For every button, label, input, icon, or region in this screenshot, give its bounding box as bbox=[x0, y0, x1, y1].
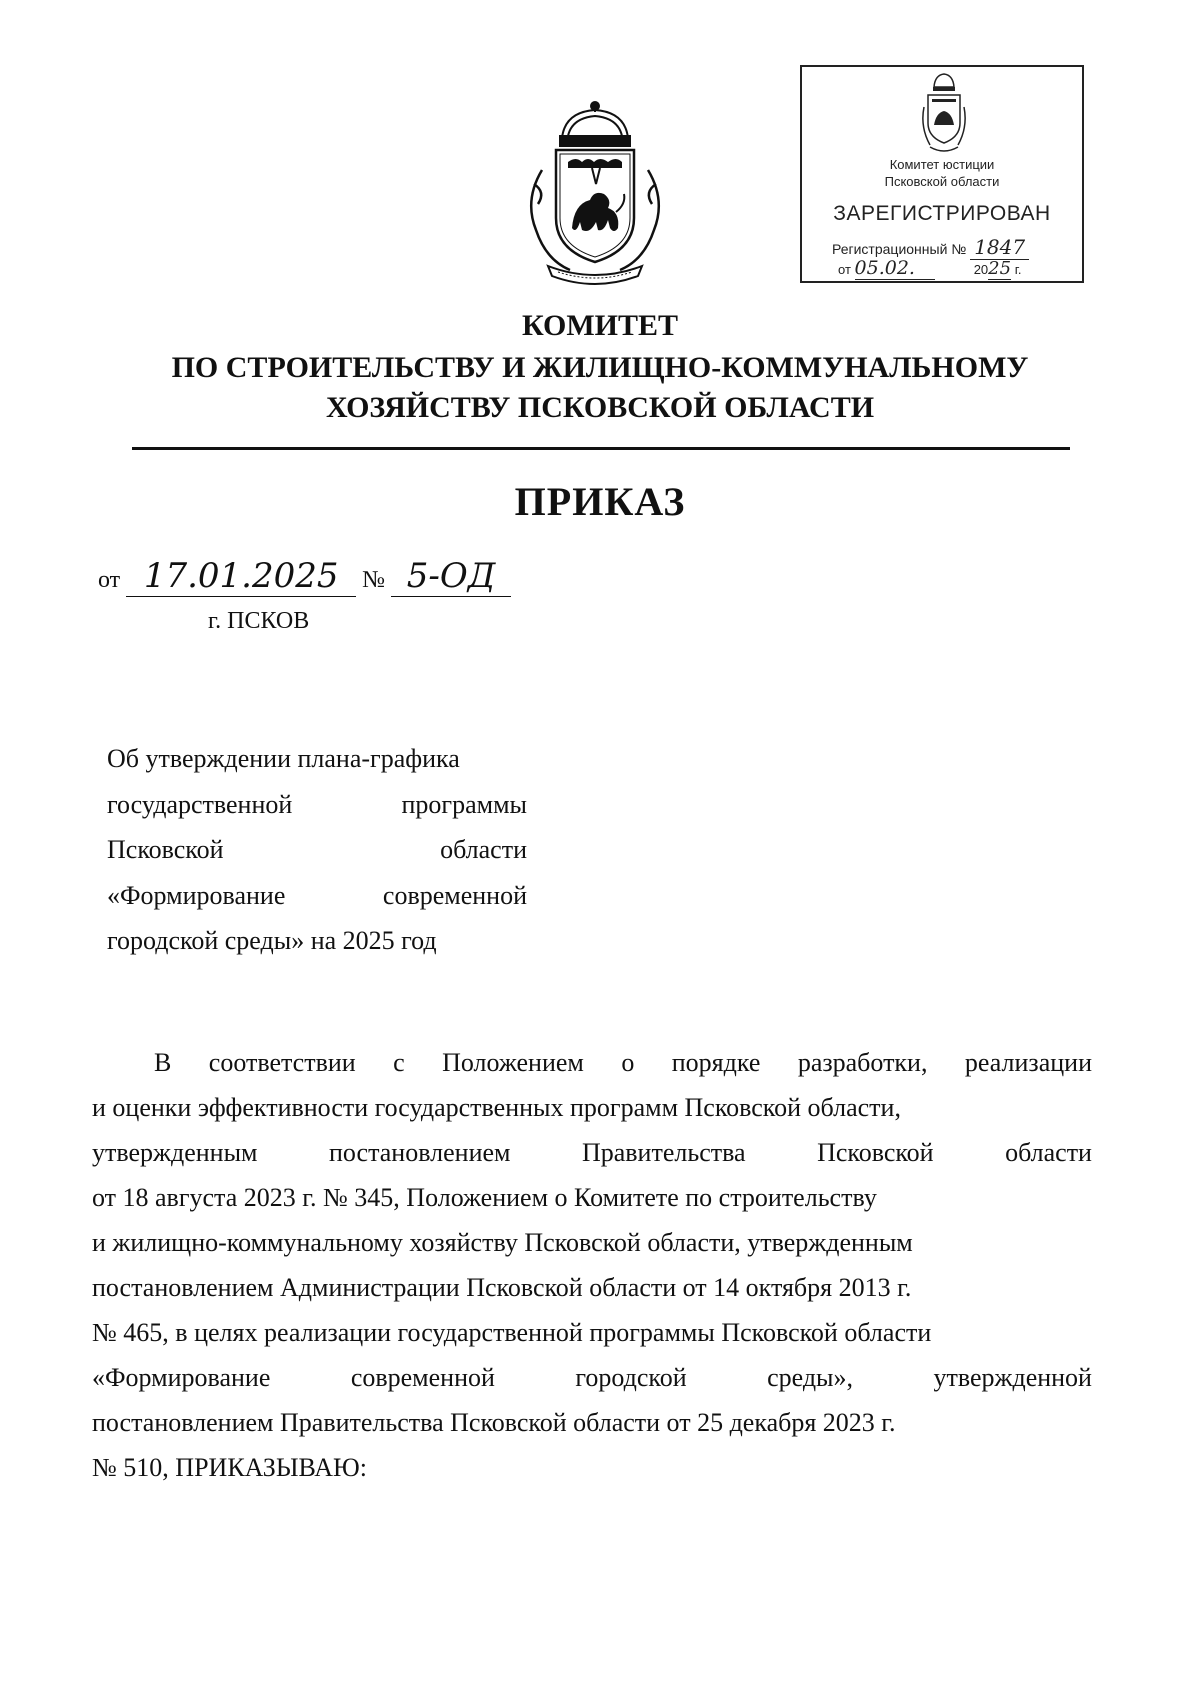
heading-divider bbox=[132, 447, 1070, 450]
registration-stamp bbox=[800, 65, 1084, 283]
stamp-reg-label: Регистрационный № bbox=[832, 241, 967, 257]
heading-committee: КОМИТЕТ bbox=[521, 309, 679, 342]
body-word: В bbox=[154, 1048, 172, 1077]
subject-word: области bbox=[440, 835, 527, 864]
stamp-status: ЗАРЕГИСТРИРОВАН bbox=[833, 202, 1051, 225]
stamp-date bbox=[838, 257, 1021, 280]
body-word: Правительства bbox=[581, 1138, 746, 1167]
subject-word: современной bbox=[382, 880, 527, 910]
subject-line-1: Об утверждении плана-графика bbox=[107, 744, 460, 773]
body-word: порядке bbox=[671, 1048, 761, 1077]
body-word: утвержденным bbox=[92, 1138, 258, 1167]
stamp-date-prefix: от bbox=[838, 262, 851, 277]
body-word: области bbox=[1005, 1138, 1092, 1167]
subject-line-2 bbox=[107, 782, 527, 828]
body-word: среды», bbox=[767, 1363, 854, 1392]
order-date-number-line bbox=[98, 556, 511, 597]
subject-line-5: городской среды» на 2025 год bbox=[107, 926, 437, 955]
stamp-date-handwritten: 05.02. bbox=[855, 257, 935, 280]
body-line-2: и оценки эффективности государственных программ Псковской области, bbox=[92, 1093, 901, 1122]
subject-word: государственной bbox=[107, 789, 293, 819]
stamp-year-handwritten: 25 bbox=[988, 258, 1012, 279]
stamp-year-prefix: 20 bbox=[973, 262, 989, 277]
body-line-8 bbox=[92, 1355, 1092, 1400]
stamp-line-committee: Комитет юстиции bbox=[889, 157, 995, 172]
order-date-prefix: от bbox=[98, 567, 121, 593]
body-line-4: от 18 августа 2023 г. № 345, Положением о Комитете по строительству bbox=[92, 1183, 877, 1212]
shield-icon bbox=[556, 150, 634, 262]
body-word: с bbox=[393, 1048, 405, 1077]
body-word: соответствии bbox=[208, 1048, 356, 1077]
body-word: Положением bbox=[442, 1048, 584, 1077]
body-line-1 bbox=[92, 1040, 1092, 1085]
stamp-registration-number bbox=[832, 235, 1029, 259]
body-line-7: № 465, в целях реализации государственной программы Псковской области bbox=[92, 1318, 932, 1347]
order-date-handwritten: 17.01.2025 bbox=[126, 556, 356, 597]
order-number-label: № bbox=[362, 567, 386, 593]
crown-icon bbox=[560, 102, 630, 146]
body-word: городской bbox=[575, 1363, 687, 1392]
body-word: о bbox=[621, 1048, 635, 1077]
heading-committee-name-line-2: ХОЗЯЙСТВУ ПСКОВСКОЙ ОБЛАСТИ bbox=[325, 391, 875, 424]
heading-committee-name-line-1: ПО СТРОИТЕЛЬСТВУ И ЖИЛИЩНО-КОММУНАЛЬНОМУ bbox=[171, 351, 1029, 384]
subject-line-3 bbox=[107, 827, 527, 873]
subject-line-4 bbox=[107, 873, 527, 919]
order-city: г. ПСКОВ bbox=[208, 608, 310, 634]
body-word: утвержденной bbox=[933, 1363, 1092, 1392]
order-number-handwritten: 5-ОД bbox=[391, 556, 511, 597]
stamp-reg-number-handwritten: 1847 bbox=[970, 235, 1029, 260]
stamp-coat-of-arms-icon bbox=[920, 71, 968, 157]
body-line-3 bbox=[92, 1130, 1092, 1175]
coat-of-arms-emblem bbox=[520, 100, 670, 288]
body-word: современной bbox=[350, 1363, 495, 1392]
order-subject bbox=[107, 736, 527, 964]
document-type-title: ПРИКАЗ bbox=[514, 479, 686, 524]
body-line-9: постановлением Правительства Псковской области от 25 декабря 2023 г. bbox=[92, 1408, 896, 1437]
body-word: разработки, bbox=[797, 1048, 928, 1077]
body-line-6: постановлением Администрации Псковской области от 14 октября 2013 г. bbox=[92, 1273, 912, 1302]
body-word: постановлением bbox=[328, 1138, 511, 1167]
stamp-line-region: Псковской области bbox=[884, 174, 1000, 189]
body-word: Псковской bbox=[817, 1138, 934, 1167]
subject-word: Псковской bbox=[107, 835, 224, 864]
body-line-10: № 510, ПРИКАЗЫВАЮ: bbox=[92, 1453, 367, 1482]
subject-word: «Формирование bbox=[107, 880, 286, 910]
body-word: «Формирование bbox=[92, 1363, 271, 1392]
subject-word: программы bbox=[401, 789, 527, 819]
order-body-paragraph bbox=[92, 1040, 1092, 1490]
body-word: реализации bbox=[964, 1048, 1092, 1077]
stamp-year-suffix: г. bbox=[1014, 262, 1022, 277]
body-line-5: и жилищно-коммунальному хозяйству Псковской области, утвержденным bbox=[92, 1228, 913, 1257]
